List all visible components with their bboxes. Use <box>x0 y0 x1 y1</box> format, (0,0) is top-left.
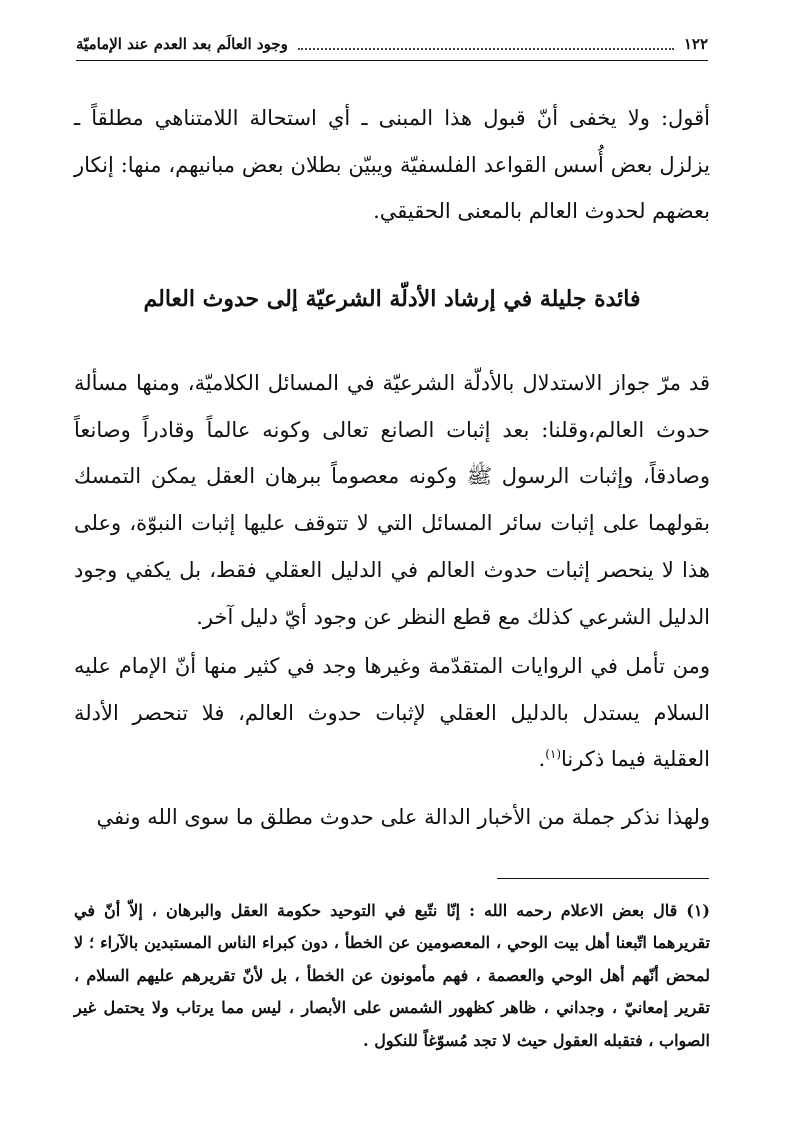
page-number: ١٢٢ <box>683 35 708 53</box>
footnote-marker[interactable]: (١) <box>545 747 562 762</box>
running-head <box>76 32 708 61</box>
paragraph-reflection <box>74 643 710 783</box>
paragraph-reflection-text: ومن تأمل في الروايات المتقدّمة وغيرها وجد في كثير منها أنّ الإمام عليه السلام يستدل بالدليل العقلي لإثبات حدوث العالم، فلا تنحصر الأدلة العقلية فيما ذكرنا <box>74 654 710 772</box>
running-title: وجود العالَم بعد العدم عند الإماميّة <box>76 35 288 53</box>
paragraph-main: قد مرّ جواز الاستدلال بالأدلّة الشرعيّة في المسائل الكلاميّة، ومنها مسألة حدوث العالم،وقلنا: بعد إثبات الصانع تعالى وكونه عالماً وقادراً وصانعاً وصادقاً، وإثبات الرسول ﷺ وكونه معصوماً ببرهان العقل يمكن التمسك بقولهما على إثبات سائر المسائل التي لا تتوقف عليها إثبات النبوّة، وعلى هذا لا ينحصر إثبات حدوث العالم في الدليل العقلي فقط، بل يكفي وجود الدليل الشرعي كذلك مع قطع النظر عن وجود أيّ دليل آخر. <box>74 371 710 629</box>
leader-dots <box>298 38 674 50</box>
footnote: (١) قال بعض الاعلام رحمه الله : إنّا نتّبع في التوحيد حكومة العقل والبرهان ، إلاّ أنّ في تقريرهما اتّبعنا أهل بيت الوحي ، المعصومين عن الخطأ ، دون كبراء الناس المستبدين بالآراء ؛ لا لمحض أنّهم أهل الوحي والعصمة ، فهم مأمونون عن الخطأ ، بل لأنّ تقريرهم عليهم السلام ، تقرير إمعانيّ ، وجداني ، ظاهر كظهور الشمس على الأبصار ، ليس مما يرتاب ولا يحتمل غير الصواب ، فتقبله العقول حيث لا تجد مُسوّغاً للنكول . <box>74 901 710 1050</box>
paragraph-intro: أقول: ولا يخفى أنّ قبول هذا المبنى ـ أي استحالة اللامتناهي مطلقاً ـ يزلزل بعض أُسس القواعد الفلسفيّة ويبيّن بطلان بعض مبانيهم، منها: إنكار بعضهم لحدوث العالم بالمعنى الحقيقي. <box>74 106 710 224</box>
paragraph-continuation: ولهذا نذكر جملة من الأخبار الدالة على حدوث مطلق ما سوى الله ونفي <box>96 805 710 829</box>
section-heading: فائدة جليلة في إرشاد الأدلّة الشرعيّة إلى حدوث العالم <box>143 286 641 312</box>
footnote-divider <box>497 878 709 879</box>
paragraph-reflection-end: . <box>538 747 546 772</box>
